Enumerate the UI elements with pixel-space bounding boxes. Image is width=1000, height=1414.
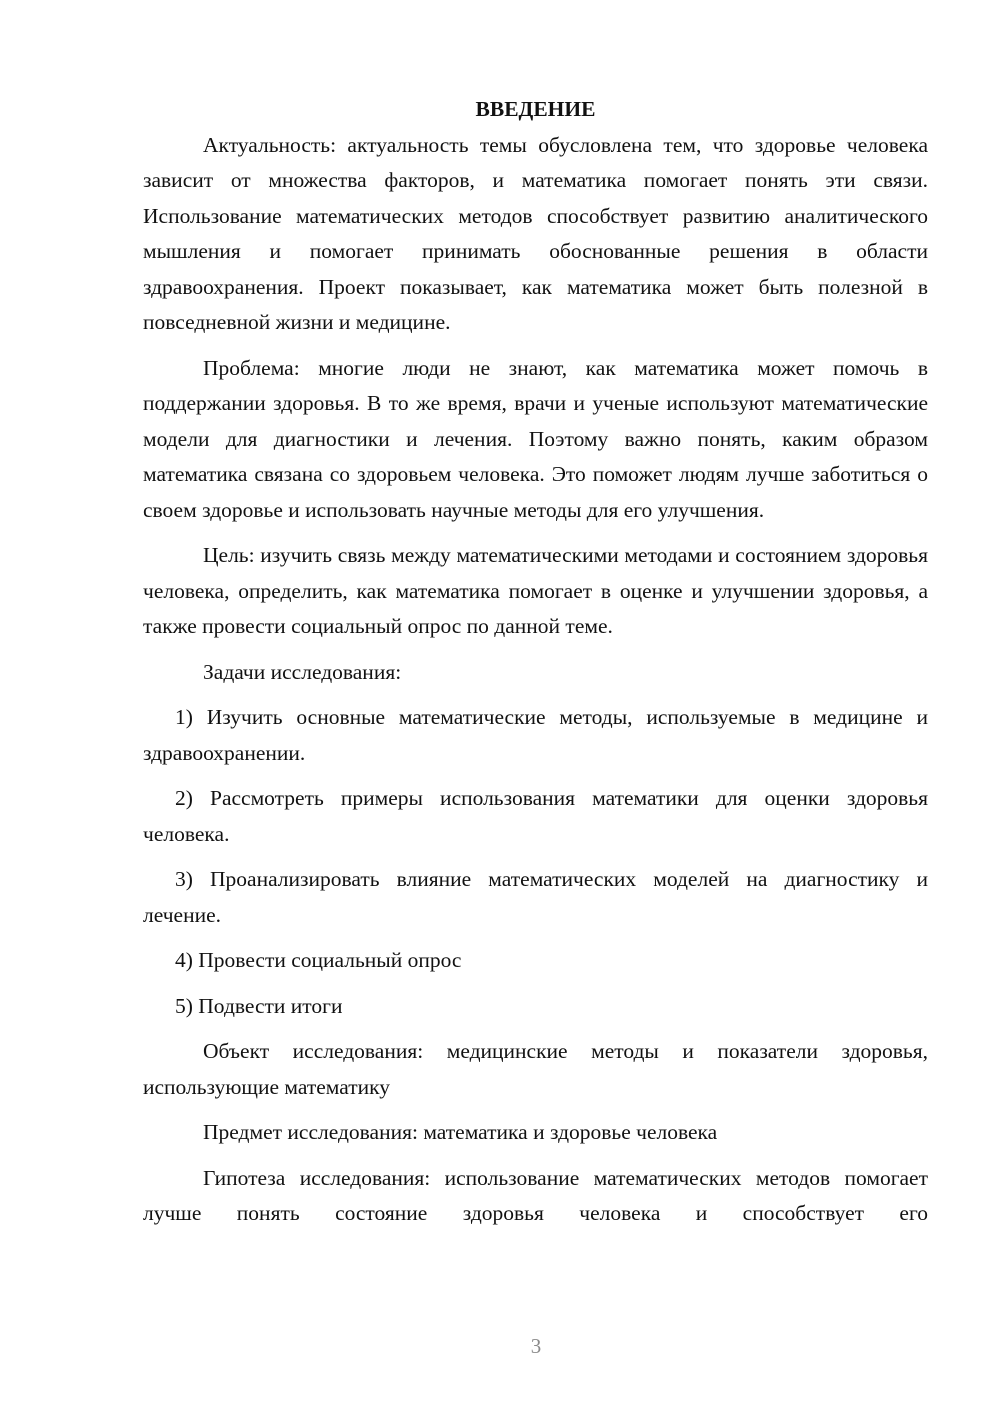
section-heading: ВВЕДЕНИЕ <box>475 97 596 121</box>
page-number: 3 <box>530 1334 542 1358</box>
paragraph-relevance: Актуальность: актуальность темы обусловлена тем, что здоровье человека зависит от множества факторов, и математика помогает понять эти связи. Использование математических методов способствует развитию аналитического мышления и помогает принимать обоснованные решения в области здравоохранения. Проект показывает, как математика может быть полезной в повседневной жизни и медицине. <box>143 132 928 334</box>
task-item-1: 1) Изучить основные математические методы, используемые в медицине и здравоохранении. <box>143 705 928 765</box>
paragraph-hypothesis: Гипотеза исследования: использование математических методов помогает лучше понять состояние здоровья человека и способствует его <box>143 1165 928 1225</box>
task-item-4: 4) Провести социальный опрос <box>175 948 462 972</box>
task-item-3: 3) Проанализировать влияние математических моделей на диагностику и лечение. <box>143 867 928 927</box>
paragraph-problem: Проблема: многие люди не знают, как математика может помочь в поддержании здоровья. В то же время, врачи и ученые используют математические модели для диагностики и лечения. Поэтому важно понять, каким образом математика связана со здоровьем человека. Это поможет людям лучше заботиться о своем здоровье и использовать научные методы для его улучшения. <box>143 355 928 522</box>
paragraph-object: Объект исследования: медицинские методы и показатели здоровья, использующие математику <box>143 1039 928 1099</box>
task-item-2: 2) Рассмотреть примеры использования математики для оценки здоровья человека. <box>143 786 928 846</box>
paragraph-subject: Предмет исследования: математика и здоровье человека <box>203 1120 718 1144</box>
page-content <box>143 92 928 1242</box>
tasks-title: Задачи исследования: <box>203 659 402 684</box>
paragraph-goal: Цель: изучить связь между математическими методами и состоянием здоровья человека, определить, как математика помогает в оценке и улучшении здоровья, а также провести социальный опрос по данной теме. <box>143 543 928 638</box>
task-item-5: 5) Подвести итоги <box>175 993 343 1018</box>
